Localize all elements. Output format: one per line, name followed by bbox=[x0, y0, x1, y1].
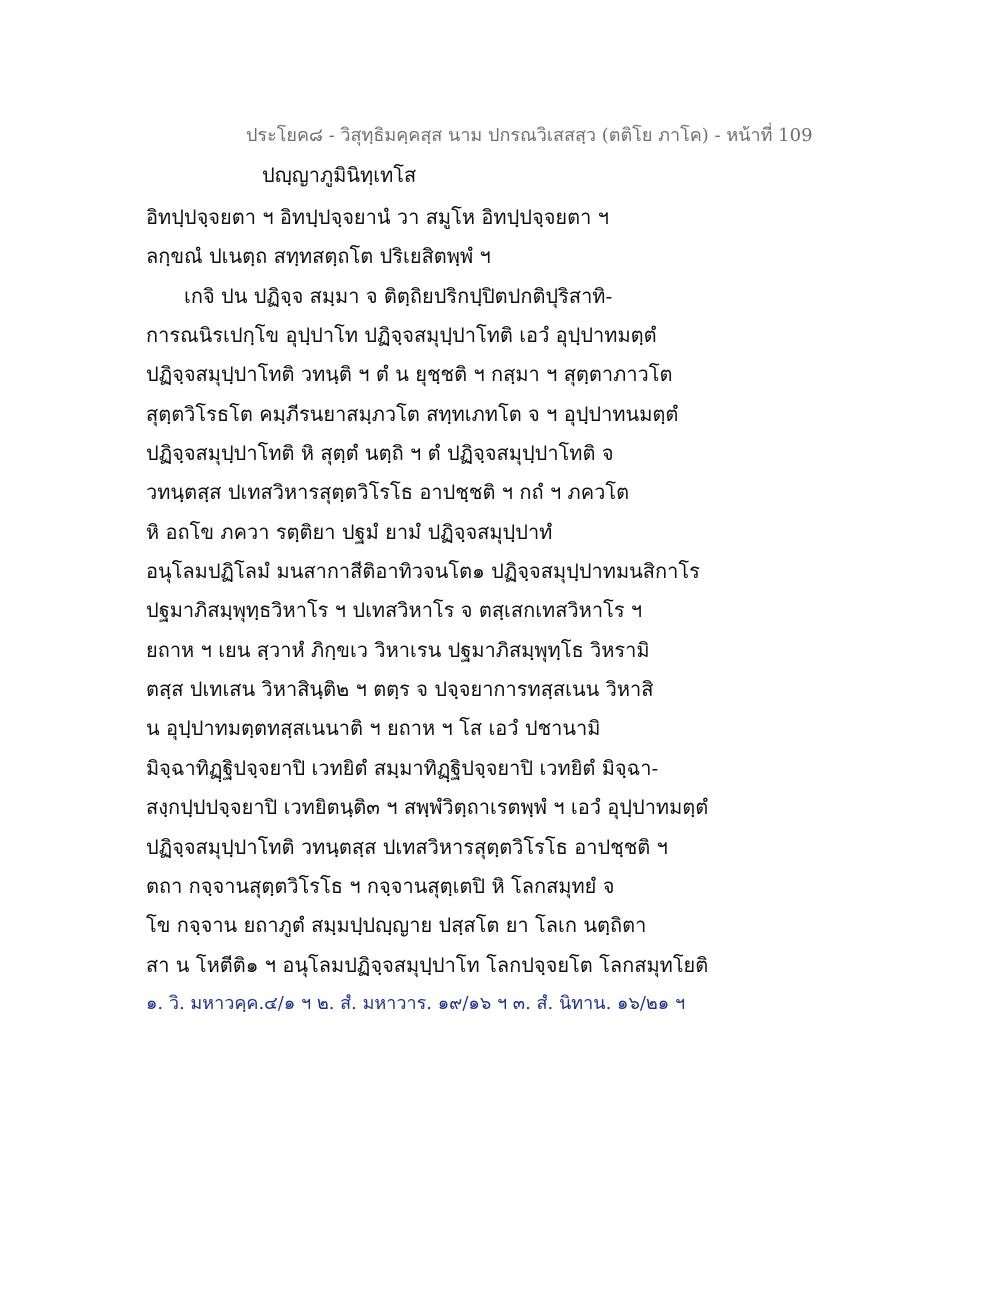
page-header: ประโยค๘ - วิสุทฺธิมคฺคสฺส นาม ปกรณวิเสสสฺว (ตติโย ภาโค) - หน้าที่ 109 bbox=[246, 125, 813, 146]
text-line: ปฏิจฺจสมุปฺปาโทติ หิ สุตฺตํ นตฺถิ ฯ ตํ ปฏิจฺจสมุปฺปาโทติ จ bbox=[146, 441, 614, 466]
text-line: สงฺกปฺปปจฺจยาปิ เวทยิตนฺติ๓ ฯ สพฺพํวิตฺถาเรตพฺพํ ฯ เอวํ อุปฺปาทมตฺตํ bbox=[146, 795, 709, 820]
text-line: อนุโลมปฏิโลมํ มนสากาสีติอาทิวจนโต๑ ปฏิจฺจสมุปฺปาทมนสิกาโร bbox=[146, 559, 700, 584]
text-line: ปฏิจฺจสมุปฺปาโทติ วทนฺตสฺส ปเทสวิหารสุตฺตวิโรโธ อาปชฺชติ ฯ bbox=[146, 834, 668, 859]
text-line: ลกฺขณํ ปเนตฺถ สทฺทสตฺถโต ปริเยสิตพฺพํ ฯ bbox=[146, 244, 491, 269]
text-line: ตถา กจฺจานสุตฺตวิโรโธ ฯ กจฺจานสุตฺเตปิ หิ โลกสมุทยํ จ bbox=[146, 873, 615, 898]
text-line: ตสฺส ปเทเสน วิหาสินฺติ๒ ฯ ตตฺร จ ปจฺจยาการทสฺสเนน วิหาสิ bbox=[146, 677, 654, 702]
text-line: ยถาห ฯ เยน สฺวาหํ ภิกฺขเว วิหาเรน ปฐมาภิสมฺพุทฺโธ วิหรามิ bbox=[146, 637, 650, 662]
text-line: น อุปฺปาทมตฺตทสฺสเนนาติ ฯ ยถาห ฯ โส เอวํ ปชานามิ bbox=[146, 716, 601, 741]
text-line: ปฏิจฺจสมุปฺปาโทติ วทนฺติ ฯ ตํ น ยุชฺชติ ฯ กสฺมา ฯ สุตฺตาภาวโต bbox=[146, 362, 673, 387]
text-line: มิจฺฉาทิฏฺฐิปจฺจยาปิ เวทยิตํ สมฺมาทิฏฺฐิปจฺจยาปิ เวทยิตํ มิจฺฉา- bbox=[146, 755, 659, 780]
section-title: ปญฺญาภูมินิทฺเทโส bbox=[262, 163, 417, 187]
text-line: เกจิ ปน ปฏิจฺจ สมฺมา จ ติตฺถิยปริกปฺปิตปกติปุริสาทิ- bbox=[184, 283, 613, 308]
text-line: ปฐมาภิสมฺพุทฺธวิหาโร ฯ ปเทสวิหาโร จ ตสฺเสกเทสวิหาโร ฯ bbox=[146, 598, 643, 623]
text-line: หิ อถโข ภควา รตฺติยา ปฐมํ ยามํ ปฏิจฺจสมุปฺปาทํ bbox=[146, 519, 553, 544]
text-line: สา น โหตีติ๑ ฯ อนุโลมปฏิจฺจสมุปฺปาโท โลกปจฺจยโต โลกสมุทโยติ bbox=[146, 952, 709, 977]
footnote: ๑. วิ. มหาวคฺค.๔/๑ ฯ ๒. สํ. มหาวาร. ๑๙/๑๖ ฯ ๓. สํ. นิทาน. ๑๖/๒๑ ฯ bbox=[146, 993, 686, 1014]
text-line: โข กจฺจาน ยถาภูตํ สมฺมปฺปญฺญาย ปสฺสโต ยา โลเก นตฺถิตา bbox=[146, 913, 647, 938]
text-line: วทนฺตสฺส ปเทสวิหารสุตฺตวิโรโธ อาปชฺชติ ฯ กถํ ฯ ภควโต bbox=[146, 480, 630, 505]
text-line: สุตฺตวิโรธโต คมฺภีรนยาสมฺภวโต สทฺทเภทโต จ ฯ อุปฺปาทนมตฺตํ bbox=[146, 401, 679, 426]
text-line: การณนิรเปกฺโข อุปฺปาโท ปฏิจฺจสมุปฺปาโทติ เอวํ อุปฺปาทมตฺตํ bbox=[146, 323, 657, 348]
text-line: อิทปฺปจฺจยตา ฯ อิทปฺปจฺจยานํ วา สมูโห อิทปฺปจฺจยตา ฯ bbox=[146, 205, 609, 229]
body-text bbox=[146, 198, 866, 985]
